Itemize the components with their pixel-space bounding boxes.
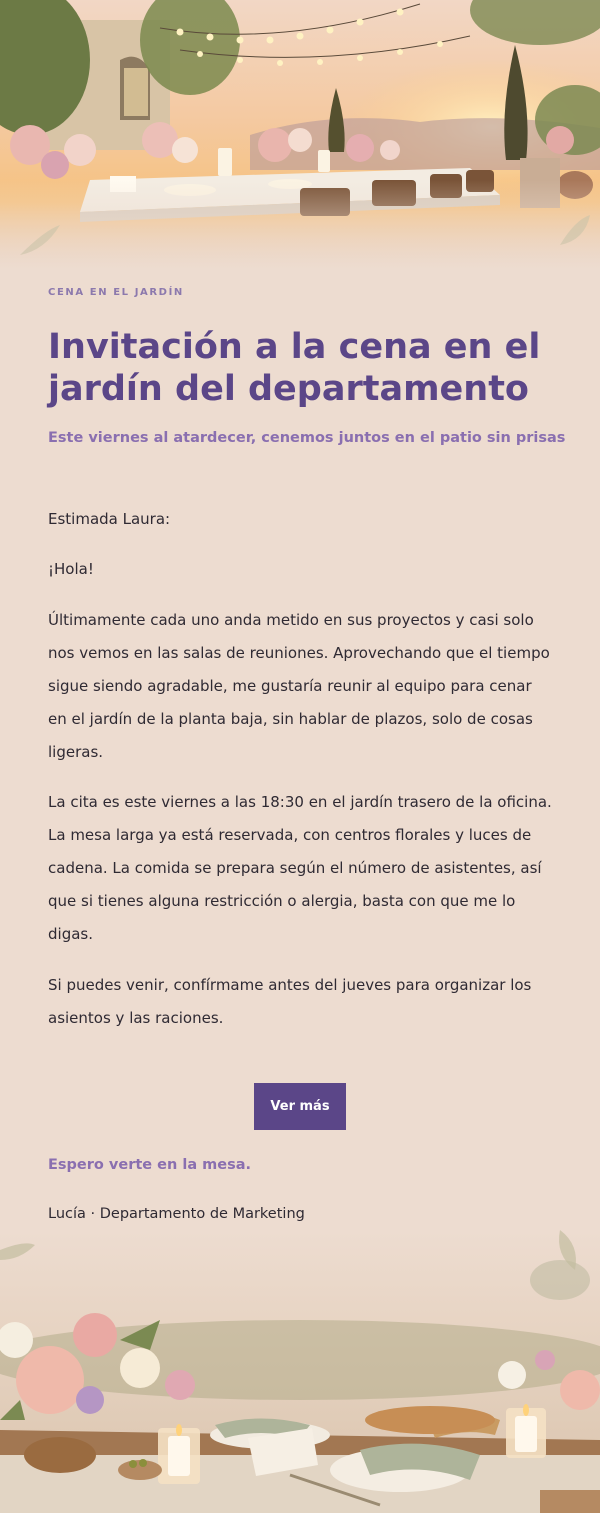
email-subtitle: Este viernes al atardecer, cenemos juntos en el patio sin prisas xyxy=(48,430,566,446)
greeting: Estimada Laura: xyxy=(48,510,171,528)
salutation: ¡Hola! xyxy=(48,560,94,578)
closing-line: Espero verte en la mesa. xyxy=(48,1157,252,1173)
eyebrow-label: CENA EN EL JARDÍN xyxy=(48,287,184,298)
footer-table-image xyxy=(0,1230,600,1513)
header-garden-image xyxy=(0,0,600,270)
body-paragraph: Últimamente cada uno anda metido en sus proyectos y casi solo nos vemos en las salas de reuniones. Aprovechando que el tiempo sigue siendo agradable, me gustaría reunir al equipo para cenar en el jardín de la planta baja, sin hablar de plazos, solo de cosas ligeras. xyxy=(48,611,550,761)
body-paragraph: La cita es este viernes a las 18:30 en el jardín trasero de la oficina. La mesa larga ya está reservada, con centros florales y luces de cadena. La comida se prepara según el número de asistentes, así que si tienes alguna restricción o alergia, basta con que me lo digas. xyxy=(48,793,552,943)
body-paragraph: Si puedes venir, confírmame antes del jueves para organizar los asientos y las raciones. xyxy=(48,976,532,1027)
email-title: Invitación a la cena en el jardín del departamento xyxy=(48,327,541,409)
see-more-button[interactable]: Ver más xyxy=(254,1083,346,1130)
signature: Lucía · Departamento de Marketing xyxy=(48,1206,305,1222)
